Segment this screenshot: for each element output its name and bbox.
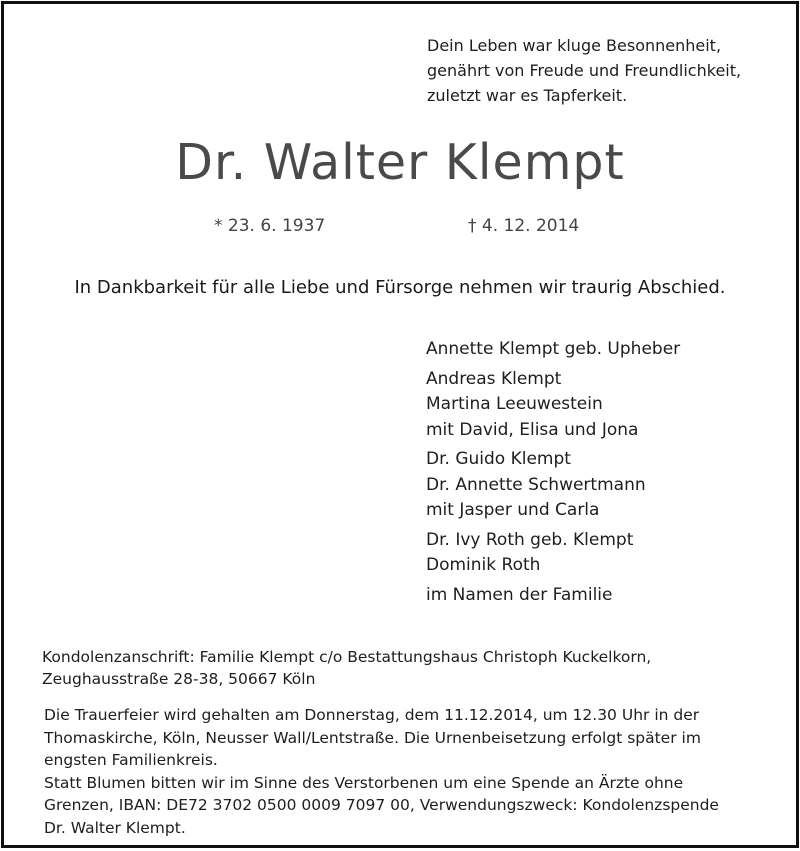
notice-line: Statt Blumen bitten wir im Sinne des Verstorbenen um eine Spende an Ärzte ohne (44, 773, 684, 792)
notice-line: Die Trauerfeier wird gehalten am Donnerstag, dem 11.12.2014, um 12.30 Uhr in der (44, 706, 700, 724)
mourner-name: Annette Klempt geb. Upheber (426, 339, 681, 359)
mourner-group (426, 583, 680, 609)
mourner-name: mit David, Elisa und Jona (426, 419, 639, 440)
mourner-name: Andreas Klempt (426, 368, 562, 389)
poem-line: zuletzt war es Tapferkeit. (427, 86, 628, 105)
notice-line: Grenzen, IBAN: DE72 3702 0500 0009 7097 00, Verwendungszweck: Kondolenzspende (44, 796, 719, 814)
birth-date: * 23. 6. 1937 (214, 216, 326, 236)
notice-line: Thomaskirche, Köln, Neusser Wall/Lentstraße. Die Urnenbeisetzung erfolgt später im (44, 728, 701, 747)
mourner-name: mit Jasper und Carla (426, 500, 600, 520)
deceased-name: Dr. Walter Klempt (175, 134, 625, 191)
mourner-name: Dominik Roth (426, 555, 541, 575)
mourner-name: Dr. Ivy Roth geb. Klempt (426, 529, 634, 550)
mourner-name: Martina Leeuwestein (426, 394, 603, 414)
memorial-poem (427, 33, 741, 108)
poem-line: genährt von Freude und Freundlichkeit, (427, 61, 742, 80)
funeral-notice (44, 704, 756, 839)
notice-line: engsten Familienkreis. (44, 751, 218, 769)
mourner-group (426, 447, 680, 524)
mourners-list (426, 337, 680, 612)
notice-line: Dr. Walter Klempt. (44, 818, 186, 837)
mourner-name: im Namen der Familie (426, 584, 613, 605)
condolence-address (42, 646, 651, 690)
mourner-name: Dr. Guido Klempt (426, 449, 571, 469)
mourner-group (426, 337, 680, 363)
death-date: † 4. 12. 2014 (468, 216, 580, 236)
mourner-name: Dr. Annette Schwertmann (426, 474, 646, 495)
mourner-group (426, 528, 680, 579)
address-line: Kondolenzanschrift: Familie Klempt c/o Bestattungshaus Christoph Kuckelkorn, (42, 648, 652, 666)
address-line: Zeughausstraße 28-38, 50667 Köln (42, 670, 316, 688)
poem-line: Dein Leben war kluge Besonnenheit, (427, 36, 722, 55)
mourner-group (426, 367, 680, 444)
farewell-statement: In Dankbarkeit für alle Liebe und Fürsorge nehmen wir traurig Abschied. (74, 277, 726, 298)
